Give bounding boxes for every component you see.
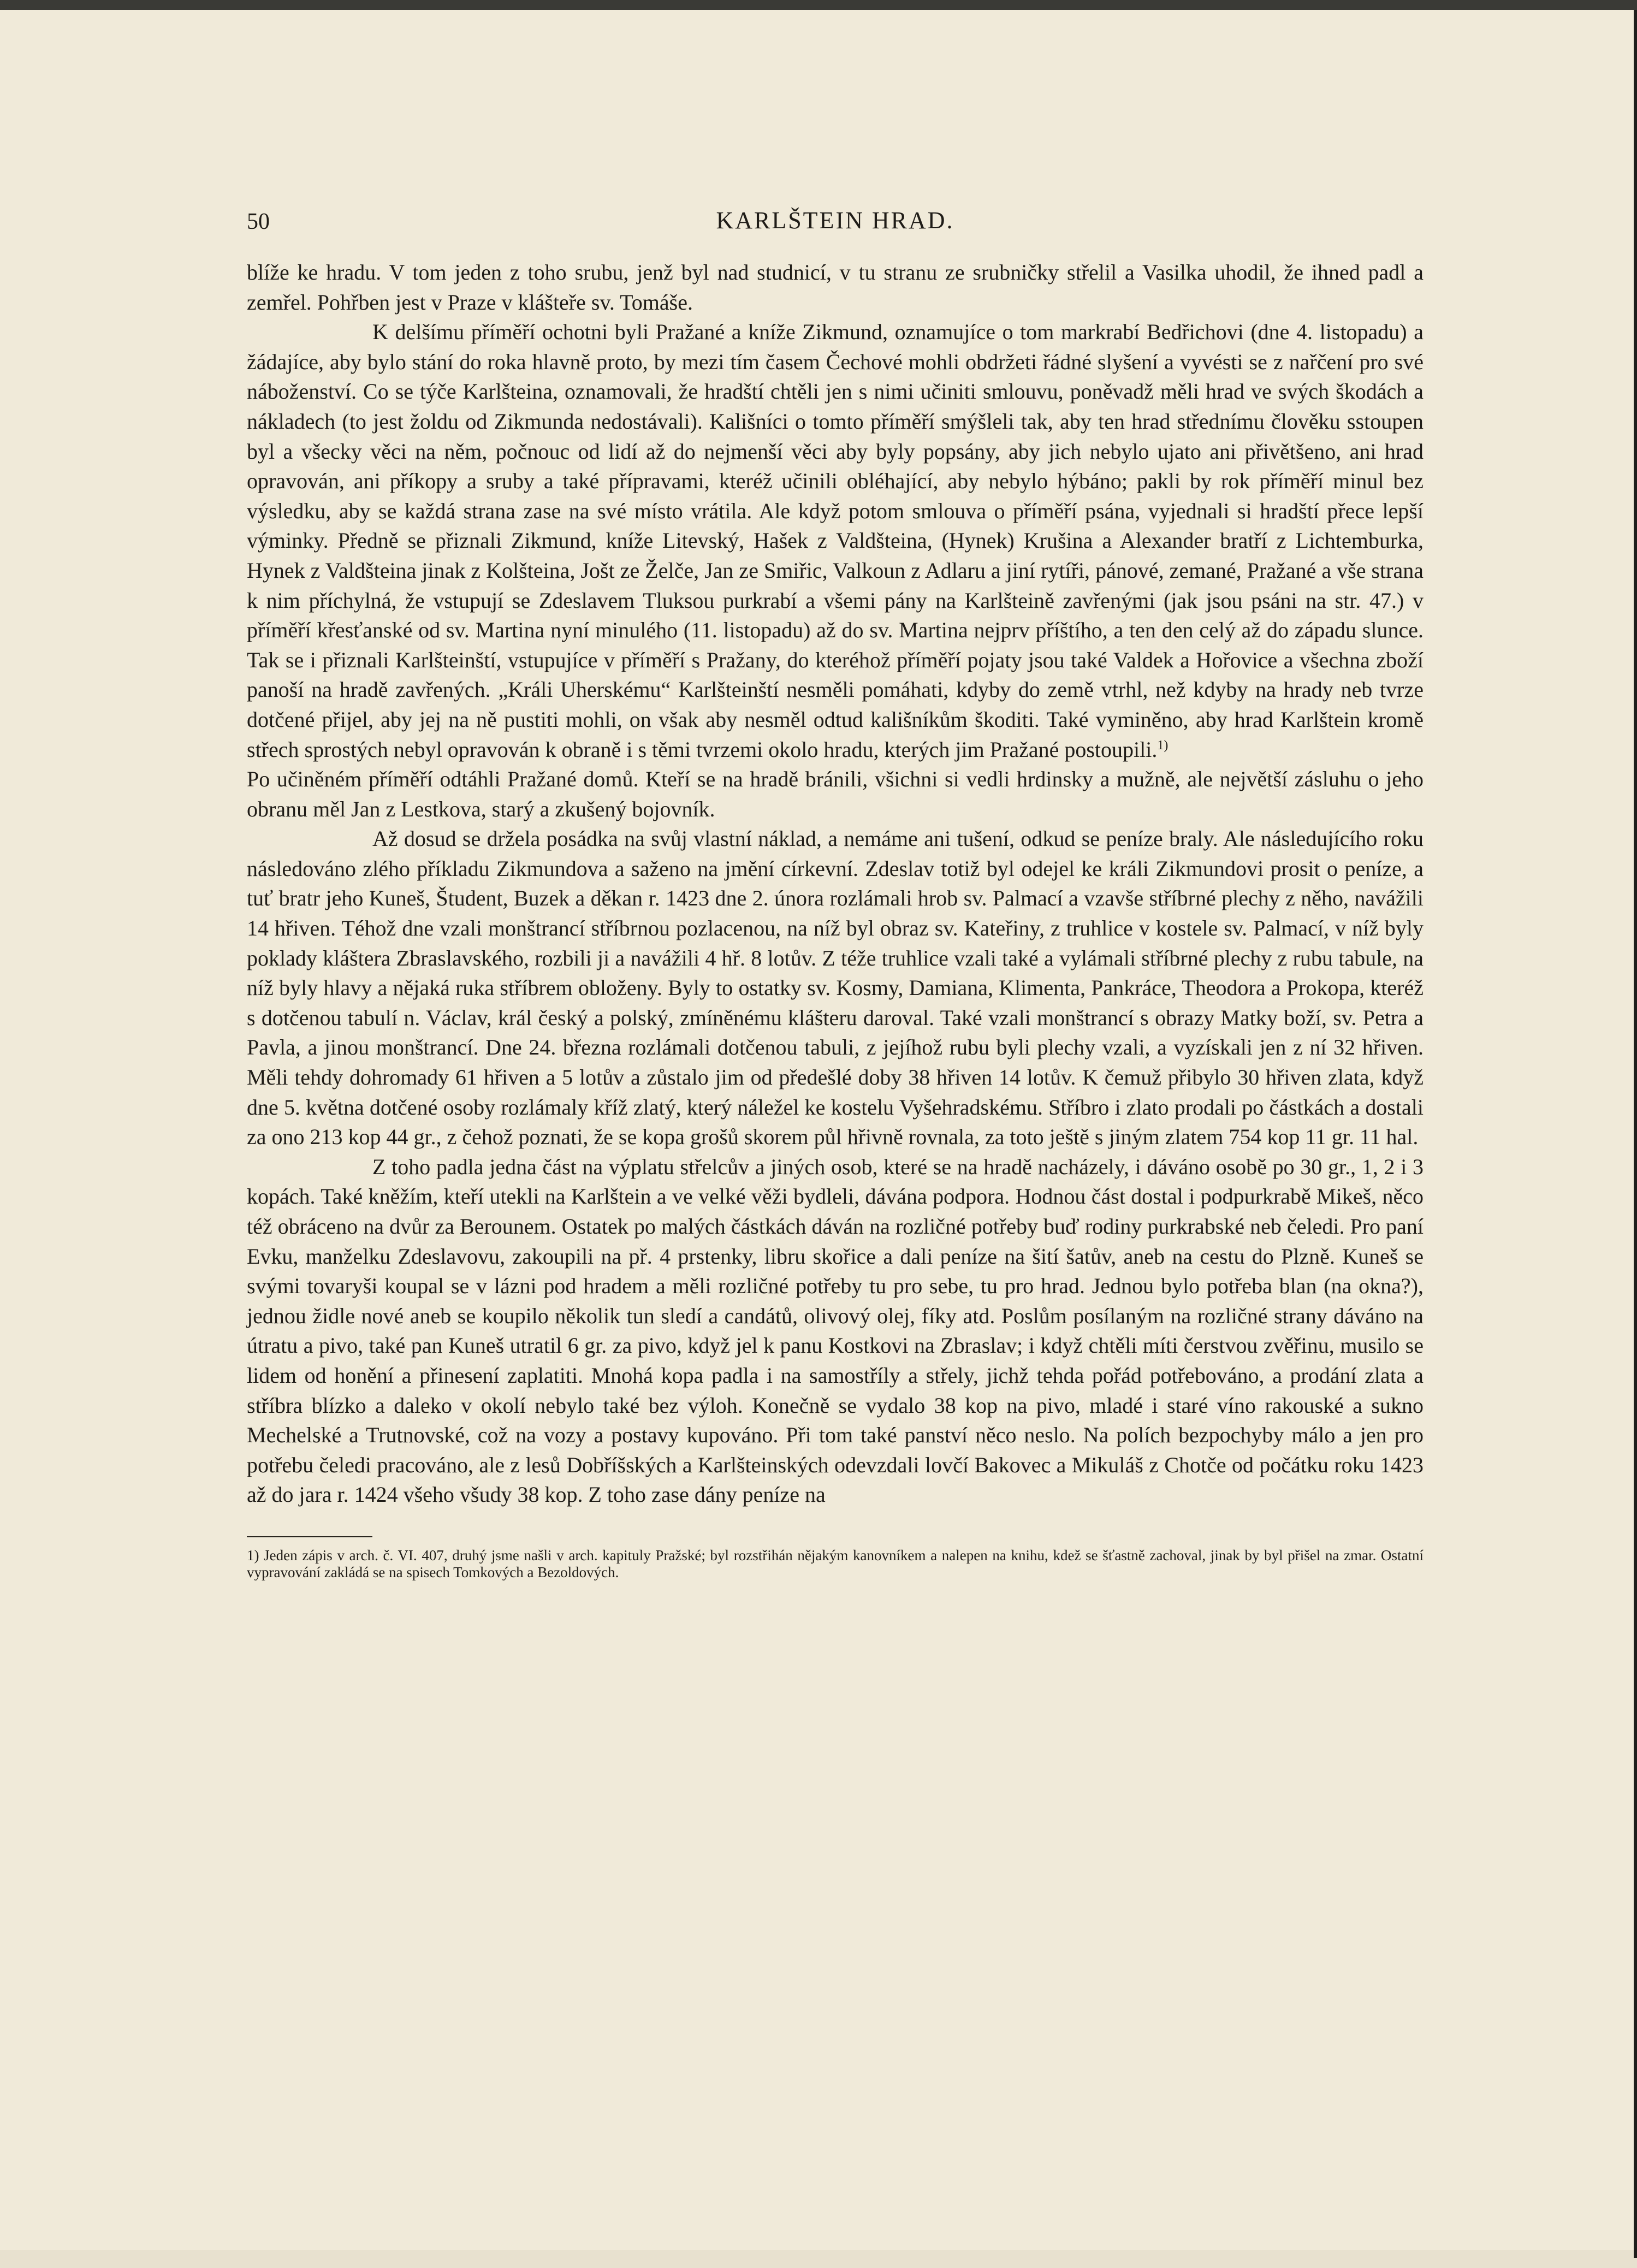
paragraph	[247, 765, 1424, 824]
paragraph-text: K delšímu příměří ochotni byli Pražané a kníže Zikmund, oznamujíce o tom markrabí Bedřichovi (dne 4. listopadu) a žádajíce, aby bylo stání do roka hlavně proto, by mezi tím časem Čechové mohli obdržeti řádné slyšení a vyvésti se z nařčení pro své náboženství. Co se týče Karlšteina, oznamovali, že hradští chtěli jen s nimi učiniti smlouvu, poněvadž měli hrad ve svých škodách a nákladech (to jest žoldu od Zikmunda nedostávali). Kališníci o tomto příměří smýšleli tak, aby ten hrad střednímu člověku sstoupen byl a všecky věci na něm, počnouc od lidí až do nejmenší věci aby byly popsány, aby jich nebylo ujato ani přivětšeno, ani hrad opravován, ani příkopy a sruby a také přípravami, kteréž učinili obléhající, aby nebylo hýbáno; pakli by rok příměří minul bez výsledku, aby se každá strana zase na své místo vrátila. Ale když potom smlouva o příměří psána, vyjednali si hradští přece lepší výminky. Předně se přiznali Zikmund, kníže Litevský, Hašek z Valdšteina, (Hynek) Krušina a Alexander bratří z Lichtemburka, Hynek z Valdšteina jinak z Kolšteina, Jošt ze Želče, Jan ze Smiřic, Valkoun z Adlaru a jiní rytíři, pánové, zemané, Pražané a vše strana k nim příchylná, že vstupují se Zdeslavem Tluksou purkrabí a všemi pány na Karlšteině zavřenými (jak jsou psáni na str. 47.) v příměří křesťanské od sv. Martina nyní minulého (11. listopadu) až do sv. Martina nejprv příštího, a ten den celý až do západu slunce. Tak se i přiznali Karlšteinští, vstupujíce v příměří s Pražany, do kteréhož příměří pojaty jsou také Valdek a Hořovice a všechna zboží panoší na hradě zavřených. „Králi Uherskému“ Karlšteinští nesměli pomáhati, kdyby do země vtrhl, než kdyby na hrady neb tvrze dotčené přijel, aby jej na ně pustiti mohli, on však aby nesměl odtud kališníkům škoditi. Také vyminěno, aby hrad Karlštein kromě střech sprostých nebyl opravován k obraně i s těmi tvrzemi okolo hradu, kterých jim Pražané postoupili.	[247, 319, 1424, 762]
footnote-marker: 1)	[247, 1547, 259, 1564]
page-header	[247, 196, 1424, 239]
paragraph-text: Z toho padla jedna část na výplatu střelcův a jiných osob, které se na hradě nacházely, i dáváno osobě po 30 gr., 1, 2 i 3 kopách. Také kněžím, kteří utekli na Karlštein a ve velké věži bydleli, dávána podpora. Hodnou část dostal i podpurkrabě Mikeš, něco též obráceno na dvůr za Berounem. Ostatek po malých částkách dáván na rozličné potřeby buď rodiny purkrabské neb čeledi. Pro paní Evku, manželku Zdeslavovu, zakoupili na př. 4 prstenky, libru skořice a dali peníze na šití šatův, aneb na cestu do Plzně. Kuneš se svými tovaryši koupal se v lázni pod hradem a měli rozličné potřeby tu pro sebe, tu pro hrad. Jednou bylo potřeba blan (na okna?), jednou židle nové aneb se koupilo několik tun sledí a candátů, olivový olej, fíky atd. Poslům posílaným na rozličné strany dáváno na útratu a pivo, také pan Kuneš utratil 6 gr. za pivo, když jel k panu Kostkovi na Zbraslav; i když chtěli míti čerstvou zvěřinu, musilo se lidem od honění a přinesení zaplatiti. Mnohá kopa padla i na samostříly a střely, jichž tehda pořád potřebováno, a prodání zlata a stříbra blízko a daleko v okolí nebylo také bez výloh. Konečně se vydalo 38 kop na pivo, mladé i staré víno rakouské a sukno Mechelské a Trutnovské, což na vozy a postavy kupováno. Při tom také panství něco neslo. Na polích bezpochyby málo a jen pro potřebu čeledi pracováno, ale z lesů Dobříšských a Karlšteinských odevzdali lovčí Bakovec a Mikuláš z Chotče od počátku roku 1423 až do jara r. 1424 všeho všudy 38 kop. Z toho zase dány peníze na	[247, 1154, 1424, 1507]
paragraph-text: blíže ke hradu. V tom jeden z toho srubu, jenž byl nad studnicí, v tu stranu ze srubničky střelil a Vasilka uhodil, že ihned padl a zemřel. Pohřben jest v Praze v klášteře sv. Tomáše.	[247, 260, 1424, 315]
paragraph	[247, 1152, 1424, 1510]
running-title: KARLŠTEIN HRAD.	[716, 207, 954, 234]
paragraph	[247, 317, 1424, 765]
paragraph	[247, 258, 1424, 317]
footnote-divider	[247, 1536, 372, 1537]
footnote-reference: 1)	[1157, 738, 1169, 753]
paragraph	[247, 824, 1424, 1152]
footnote	[247, 1547, 1424, 1581]
page-number: 50	[247, 209, 270, 234]
paragraph-text: Až dosud se držela posádka na svůj vlastní náklad, a nemáme ani tušení, odkud se peníze braly. Ale následujícího roku následováno zlého příkladu Zikmundova a saženo na jmění církevní. Zdeslav totiž byl odejel ke králi Zikmundovi prosit o peníze, a tuť bratr jeho Kuneš, Študent, Buzek a děkan r. 1423 dne 2. února rozlámali hrob sv. Palmací a vzavše stříbrné plechy z něho, navážili 14 hřiven. Téhož dne vzali monštrancí stříbrnou pozlacenou, na níž byl obraz sv. Kateřiny, z truhlice v kostele sv. Palmací, v níž byly poklady kláštera Zbraslavského, rozbili ji a navážili 4 hř. 8 lotův. Z téže truhlice vzali také a vylámali stříbrné plechy z rubu tabule, na níž byly hlavy a nějaká ruka stříbrem obloženy. Byly to ostatky sv. Kosmy, Damiana, Klimenta, Pankráce, Theodora a Prokopa, kteréž s dotčenou tabulí n. Václav, král český a polský, zmíněnému klášteru daroval. Také vzali monštrancí s obrazy Matky boží, sv. Petra a Pavla, a jinou monštrancí. Dne 24. března rozlámali dotčenou tabuli, z jejíhož rubu byli plechy vzali, a vyzískali jen z ní 32 hřiven. Měli tehdy dohromady 61 hřiven a 5 lotův a zůstalo jim od předešlé doby 38 hřiven 14 lotův. K čemuž přibylo 30 hřiven zlata, když dne 5. května dotčené osoby rozlámaly kříž zlatý, který náležel ke kostelu Vyšehradskému. Stříbro i zlato prodali po částkách a dostali za ono 213 kop 44 gr., z čehož poznati, že se kopa grošů skorem půl hřivně rovnala, za toto ještě s jiným zlatem 754 kop 11 gr. 11 hal.	[247, 826, 1424, 1150]
scan-right-edge	[1634, 10, 1637, 2258]
scan-bottom-edge	[0, 2250, 1637, 2268]
scanned-page	[0, 10, 1637, 2258]
body-text	[247, 258, 1424, 1510]
footnote-text: Jeden zápis v arch. č. VI. 407, druhý jsme našli v arch. kapituly Pražské; byl rozstřihán nějakým kanovníkem a nalepen na knihu, kdež se šťastně zachoval, jinak by byl přišel na zmar. Ostatní vypravování zakládá se na spisech Tomkových a Bezoldových.	[247, 1547, 1424, 1580]
page-content	[247, 196, 1424, 1581]
paragraph-text: Po učiněném příměří odtáhli Pražané domů. Kteří se na hradě bránili, všichni si vedli hrdinsky a mužně, ale největší zásluhu o jeho obranu měl Jan z Lestkova, starý a zkušený bojovník.	[247, 767, 1424, 821]
